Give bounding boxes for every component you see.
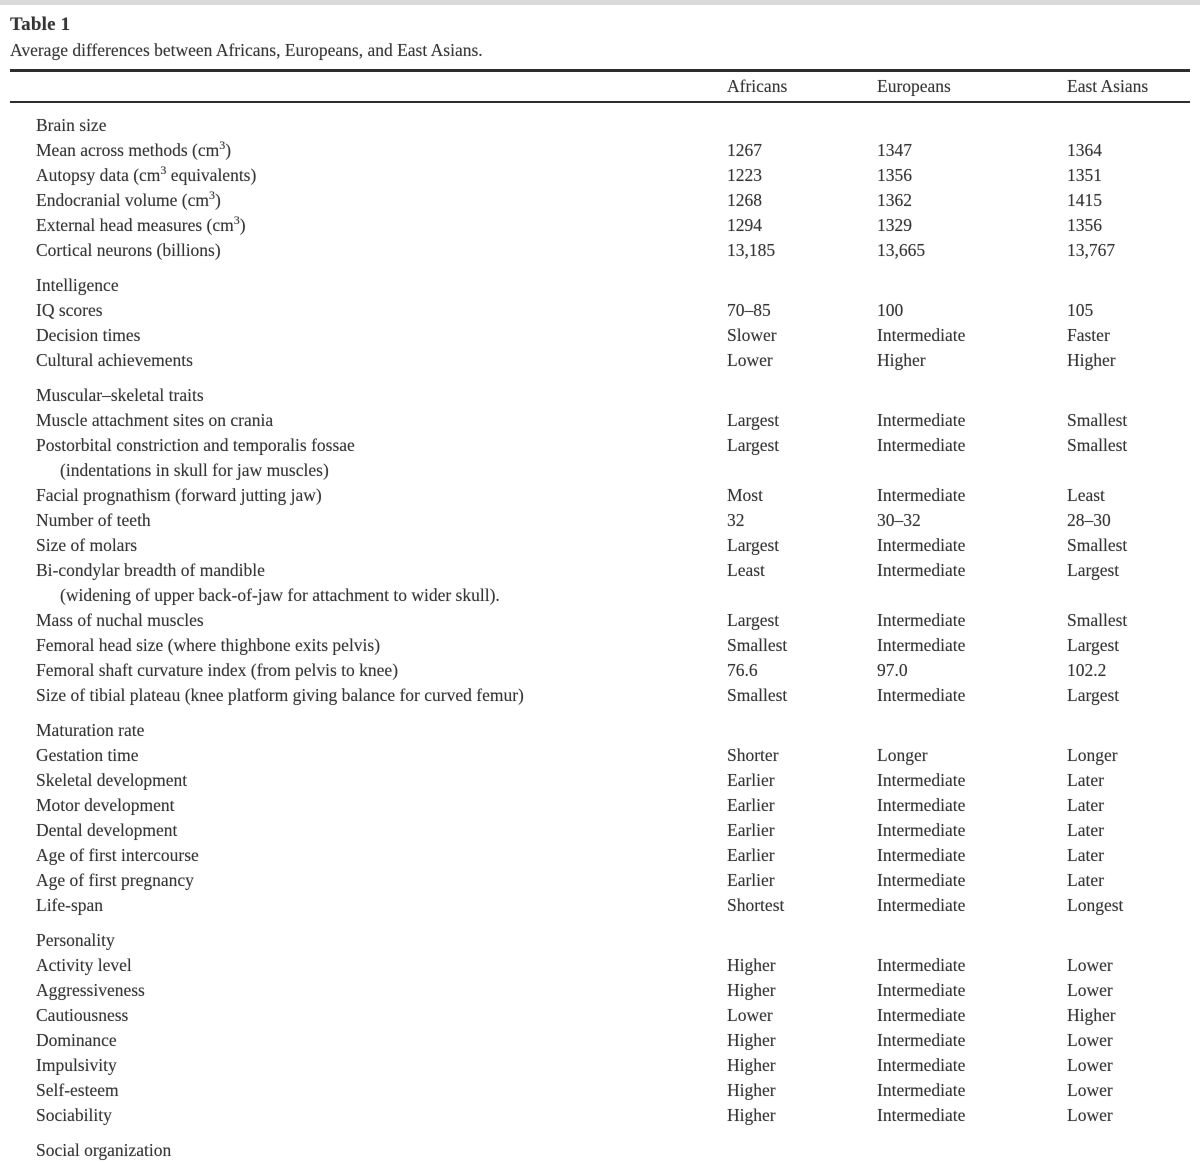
table-row [10,608,1190,633]
cell-europeans: Intermediate [877,895,966,915]
row-label: Facial prognathism (forward jutting jaw) [36,485,322,505]
cell-east-asians: 1351 [1067,165,1102,185]
row-label: Impulsivity [36,1055,117,1075]
empty-cell [1067,583,1190,608]
table-row [10,1028,1190,1053]
table-row-continuation [10,583,1190,608]
paper-page [0,5,1200,1163]
table-row [10,558,1190,583]
cell-africans: Higher [727,1030,776,1050]
empty-cell [727,113,877,138]
table-section [10,718,1190,918]
table-1 [10,69,1190,1163]
cell-africans: Smallest [727,685,788,705]
table-body [10,113,1190,1163]
table-row [10,298,1190,323]
table-row [10,743,1190,768]
empty-cell [1067,1138,1190,1163]
empty-cell [877,383,1067,408]
cell-europeans: Intermediate [877,610,966,630]
row-label: Cautiousness [36,1005,129,1025]
cell-europeans: Intermediate [877,1055,966,1075]
cell-east-asians: Largest [1067,635,1120,655]
table-row [10,843,1190,868]
section-title: Muscular–skeletal traits [36,385,204,405]
table-title: Table 1 [10,14,71,35]
table-row [10,1103,1190,1128]
cell-europeans: Intermediate [877,635,966,655]
cell-africans: Slower [727,325,777,345]
cell-africans: Shorter [727,745,779,765]
row-label: Skeletal development [36,770,188,790]
cell-africans: Largest [727,610,780,630]
row-label: Decision times [36,325,141,345]
table-section [10,928,1190,1128]
empty-cell [1067,458,1190,483]
empty-cell [727,1138,877,1163]
cell-east-asians: Lower [1067,980,1113,1000]
cell-east-asians: Largest [1067,685,1120,705]
cell-east-asians: Smallest [1067,610,1128,630]
cell-europeans: Intermediate [877,485,966,505]
column-header-africans: Africans [727,76,788,96]
empty-cell [877,583,1067,608]
cell-east-asians: Later [1067,845,1104,865]
cell-east-asians: 1364 [1067,140,1102,160]
table-row [10,483,1190,508]
table-row [10,868,1190,893]
section-title: Intelligence [36,275,119,295]
row-label: Mean across methods $(cm^3)$ [36,138,232,160]
empty-cell [877,928,1067,953]
cell-east-asians: Least [1067,485,1105,505]
table-row [10,323,1190,348]
row-label: Muscle attachment sites on crania [36,410,274,430]
empty-cell [877,458,1067,483]
empty-cell [877,113,1067,138]
empty-cell [727,273,877,298]
cell-europeans: Intermediate [877,1030,966,1050]
table-row [10,793,1190,818]
empty-cell [727,458,877,483]
cell-europeans: 100 [877,300,904,320]
cell-europeans: Intermediate [877,770,966,790]
table-row [10,768,1190,793]
section-header-row [10,383,1190,408]
header-spacer [10,72,727,101]
cell-europeans: Intermediate [877,1080,966,1100]
row-label: Motor development [36,795,175,815]
table-header-rule [10,101,1190,103]
row-label: Cultural achievements [36,350,193,370]
row-label: Postorbital constriction and temporalis fossae [36,435,355,455]
cell-europeans: Longer [877,745,928,765]
cell-africans: Earlier [727,795,775,815]
cell-africans: Earlier [727,870,775,890]
cell-east-asians: 13,767 [1067,240,1116,260]
table-row [10,683,1190,708]
table-section [10,383,1190,708]
cell-east-asians: Smallest [1067,535,1128,555]
table-row [10,433,1190,458]
cell-africans: 70–85 [727,300,771,320]
empty-cell [1067,718,1190,743]
column-header-europeans: Europeans [877,76,951,96]
table-row [10,163,1190,188]
row-label: Aggressiveness [36,980,145,1000]
cell-europeans: Higher [877,350,926,370]
row-label: IQ scores [36,300,103,320]
section-header-row [10,928,1190,953]
table-row [10,818,1190,843]
cell-east-asians: 28–30 [1067,510,1111,530]
cell-africans: Lower [727,350,773,370]
table-row [10,953,1190,978]
cell-east-asians: Lower [1067,1030,1113,1050]
cell-africans: 32 [727,510,745,530]
row-label: Endocranial volume $(cm^3)$ [36,188,221,210]
column-header-east-asians: East Asians [1067,76,1149,96]
table-row [10,893,1190,918]
cell-europeans: Intermediate [877,435,966,455]
table-row [10,348,1190,373]
cell-east-asians: Higher [1067,1005,1116,1025]
cell-east-asians: Lower [1067,1055,1113,1075]
cell-africans: 1268 [727,190,762,210]
empty-cell [877,1138,1067,1163]
cell-europeans: Intermediate [877,980,966,1000]
row-label: External head measures $(cm^3)$ [36,213,246,235]
cell-east-asians: Smallest [1067,410,1128,430]
cell-africans: Least [727,560,765,580]
row-label: Self-esteem [36,1080,119,1100]
cell-africans: Lower [727,1005,773,1025]
section-header-row [10,113,1190,138]
cell-east-asians: 102.2 [1067,660,1107,680]
cell-africans: Largest [727,535,780,555]
cell-africans: Earlier [727,845,775,865]
cell-europeans: Intermediate [877,535,966,555]
cell-africans: Largest [727,435,780,455]
cell-africans: Earlier [727,820,775,840]
row-label: Age of first intercourse [36,845,199,865]
cell-east-asians: Largest [1067,560,1120,580]
row-label: Femoral shaft curvature index (from pelvis to knee) [36,660,399,680]
cell-europeans: Intermediate [877,560,966,580]
empty-cell [877,718,1067,743]
empty-cell [1067,113,1190,138]
cell-east-asians: Lower [1067,955,1113,975]
table-row [10,533,1190,558]
section-title: Personality [36,930,115,950]
table-section [10,113,1190,263]
cell-east-asians: Longer [1067,745,1118,765]
cell-africans: Higher [727,1055,776,1075]
section-title: Brain size [36,115,107,135]
table-section [10,1138,1190,1163]
empty-cell [727,928,877,953]
table-row [10,1053,1190,1078]
table-row [10,1078,1190,1103]
cell-east-asians: 105 [1067,300,1094,320]
empty-cell [1067,928,1190,953]
cell-east-asians: Later [1067,770,1104,790]
row-label: Sociability [36,1105,112,1125]
section-header-row [10,1138,1190,1163]
table-row-continuation [10,458,1190,483]
cell-europeans: Intermediate [877,325,966,345]
table-caption: Average differences between Africans, Europeans, and East Asians. [10,40,483,60]
cell-east-asians: Later [1067,820,1104,840]
empty-cell [727,383,877,408]
cell-africans: Earlier [727,770,775,790]
empty-cell [727,718,877,743]
table-row [10,238,1190,263]
section-header-row [10,718,1190,743]
cell-europeans: Intermediate [877,1005,966,1025]
row-sublabel: (widening of upper back-of-jaw for attachment to wider skull). [60,585,500,605]
cell-europeans: Intermediate [877,820,966,840]
table-row [10,978,1190,1003]
table-section [10,273,1190,373]
cell-europeans: Intermediate [877,870,966,890]
row-label: Bi-condylar breadth of mandible [36,560,265,580]
cell-africans: 13,185 [727,240,776,260]
empty-cell [1067,273,1190,298]
cell-africans: Smallest [727,635,788,655]
cell-africans: 1267 [727,140,762,160]
cell-europeans: 1329 [877,215,912,235]
row-label: Femoral head size (where thighbone exits pelvis) [36,635,381,655]
table-row [10,658,1190,683]
row-label: Dental development [36,820,178,840]
section-header-row [10,273,1190,298]
table-row [10,408,1190,433]
cell-east-asians: Higher [1067,350,1116,370]
cell-east-asians: 1415 [1067,190,1102,210]
cell-africans: Higher [727,1080,776,1100]
table-row [10,508,1190,533]
table-row [10,188,1190,213]
cell-africans: 1223 [727,165,762,185]
row-label: Life-span [36,895,104,915]
row-label: Number of teeth [36,510,151,530]
cell-africans: Higher [727,1105,776,1125]
table-header-row [10,72,1190,101]
section-title: Maturation rate [36,720,145,740]
cell-europeans: Intermediate [877,955,966,975]
cell-europeans: 13,665 [877,240,926,260]
row-label: Size of molars [36,535,138,555]
cell-europeans: 1356 [877,165,912,185]
empty-cell [727,583,877,608]
empty-cell [877,273,1067,298]
cell-europeans: 1347 [877,140,912,160]
cell-east-asians: Later [1067,795,1104,815]
row-label: Age of first pregnancy [36,870,194,890]
cell-europeans: 1362 [877,190,912,210]
cell-east-asians: Faster [1067,325,1110,345]
row-label: Gestation time [36,745,139,765]
cell-east-asians: Longest [1067,895,1124,915]
cell-europeans: 30–32 [877,510,921,530]
row-label: Cortical neurons (billions) [36,240,221,260]
table-row [10,1003,1190,1028]
cell-africans: Largest [727,410,780,430]
row-label: Activity level [36,955,132,975]
cell-africans: Most [727,485,763,505]
cell-east-asians: Lower [1067,1080,1113,1100]
empty-cell [1067,383,1190,408]
row-label: Size of tibial plateau (knee platform giving balance for curved femur) [36,685,524,705]
cell-africans: 1294 [727,215,762,235]
cell-europeans: Intermediate [877,795,966,815]
cell-africans: 76.6 [727,660,758,680]
cell-east-asians: 1356 [1067,215,1102,235]
cell-africans: Shortest [727,895,785,915]
table-row [10,213,1190,238]
table-row [10,138,1190,163]
row-label: Dominance [36,1030,117,1050]
cell-europeans: Intermediate [877,685,966,705]
cell-east-asians: Later [1067,870,1104,890]
row-label: Mass of nuchal muscles [36,610,204,630]
cell-africans: Higher [727,955,776,975]
cell-east-asians: Lower [1067,1105,1113,1125]
cell-africans: Higher [727,980,776,1000]
cell-europeans: Intermediate [877,845,966,865]
table-row [10,633,1190,658]
row-sublabel: (indentations in skull for jaw muscles) [60,460,329,480]
cell-europeans: Intermediate [877,410,966,430]
cell-east-asians: Smallest [1067,435,1128,455]
cell-europeans: 97.0 [877,660,908,680]
row-label: Autopsy data ($cm^3$ equivalents) [36,163,257,185]
section-title: Social organization [36,1140,172,1160]
cell-europeans: Intermediate [877,1105,966,1125]
